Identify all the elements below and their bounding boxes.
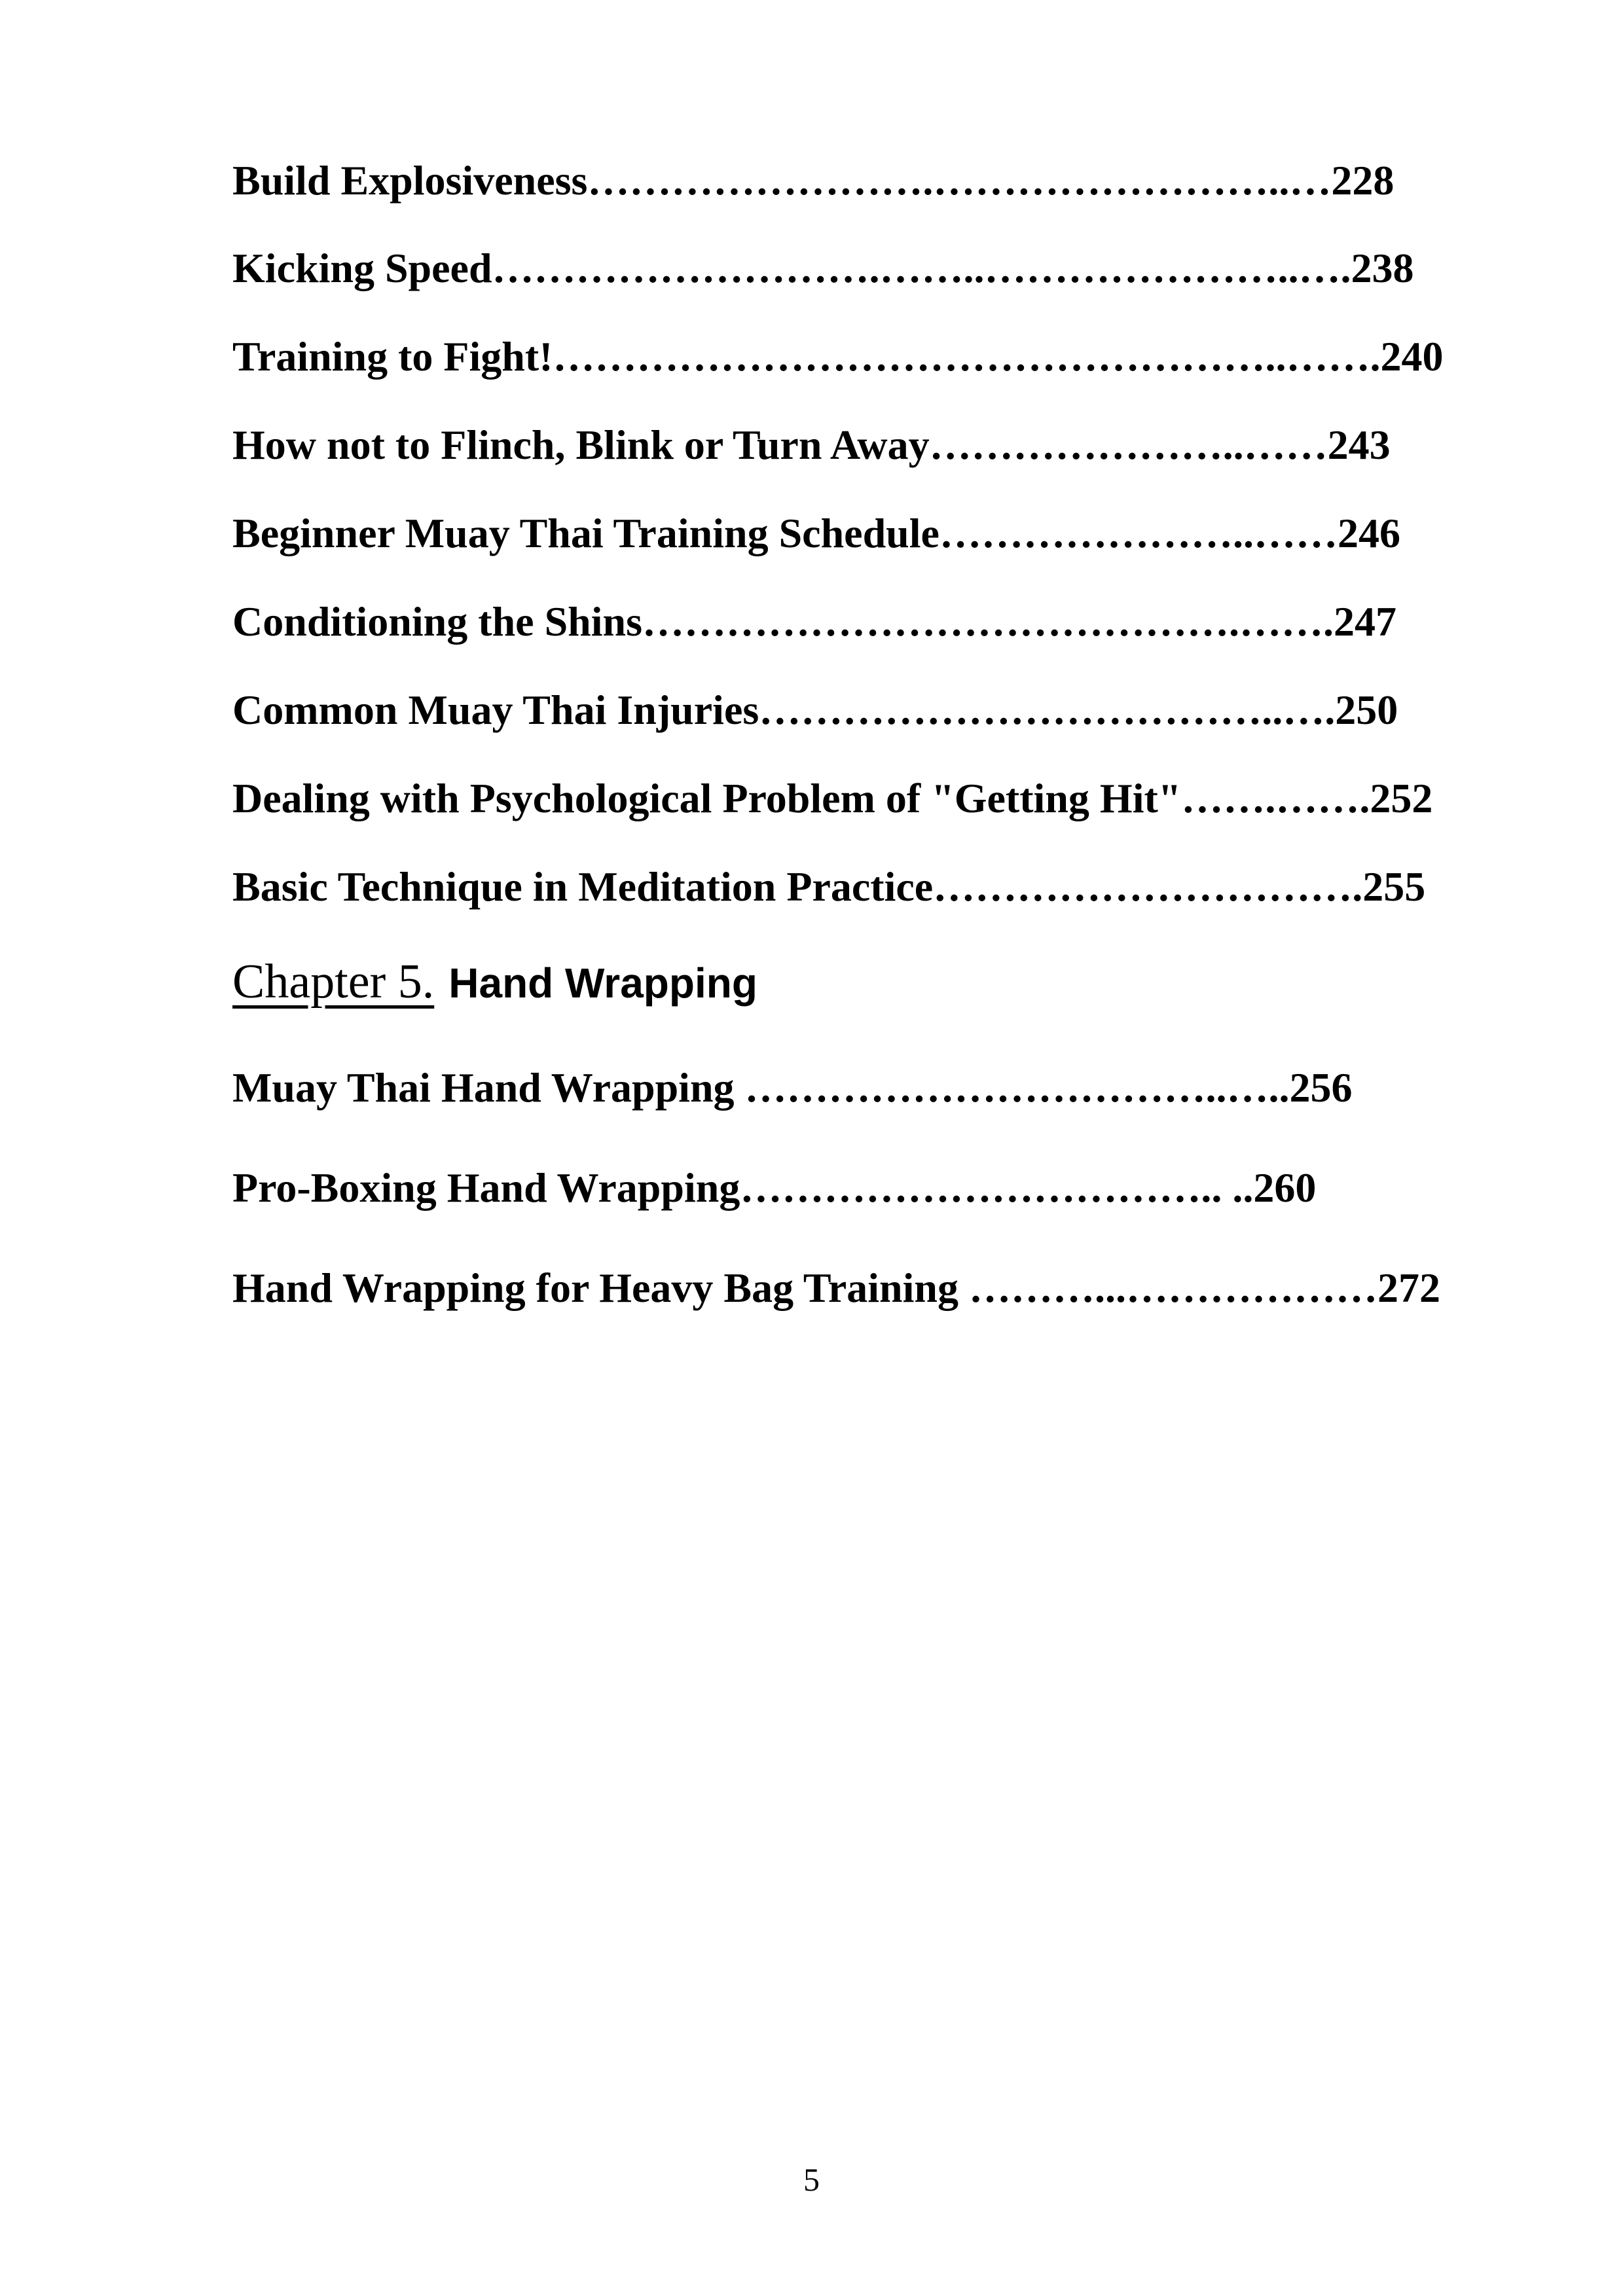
chapter-heading (232, 949, 757, 1028)
toc-entry-training-to-fight: Training to Fight!……………………………………………..…….240 (232, 333, 1444, 380)
toc-entry-kicking-speed: Kicking Speed……………………….……..…………………..….238 (232, 245, 1414, 291)
toc-entry-muay-thai-hand-wrapping: Muay Thai Hand Wrapping ……………………………..…..256 (232, 1064, 1353, 1111)
page-number: 5 (803, 2161, 820, 2198)
toc-entry-training-schedule: Beginner Muay Thai Training Schedule…………………..……246 (232, 510, 1400, 556)
toc-entry-meditation: Basic Technique in Meditation Practice………………………….255 (232, 863, 1426, 910)
toc-entry-common-injuries: Common Muay Thai Injuries………………………………..….250 (232, 687, 1398, 733)
toc-entry-flinch-blink: How not to Flinch, Blink or Turn Away…………………..……243 (232, 422, 1391, 468)
toc-entry-heavy-bag-wrapping: Hand Wrapping for Heavy Bag Training ………...………………272 (232, 1265, 1440, 1311)
toc-entry-pro-boxing-hand-wrapping: Pro-Boxing Hand Wrapping…………………………….. ..260 (232, 1164, 1317, 1211)
toc-entry-getting-hit: Dealing with Psychological Problem of "Getting Hit"…….…….252 (232, 775, 1433, 821)
chapter-label: Chapter 5. (232, 955, 435, 1009)
toc-entry-conditioning-shins: Conditioning the Shins…………………………………….…….247 (232, 598, 1397, 645)
chapter-title: Hand Wrapping (448, 960, 757, 1007)
toc-entry-build-explosiveness: Build Explosiveness…………………….……………………..…228 (232, 157, 1395, 204)
